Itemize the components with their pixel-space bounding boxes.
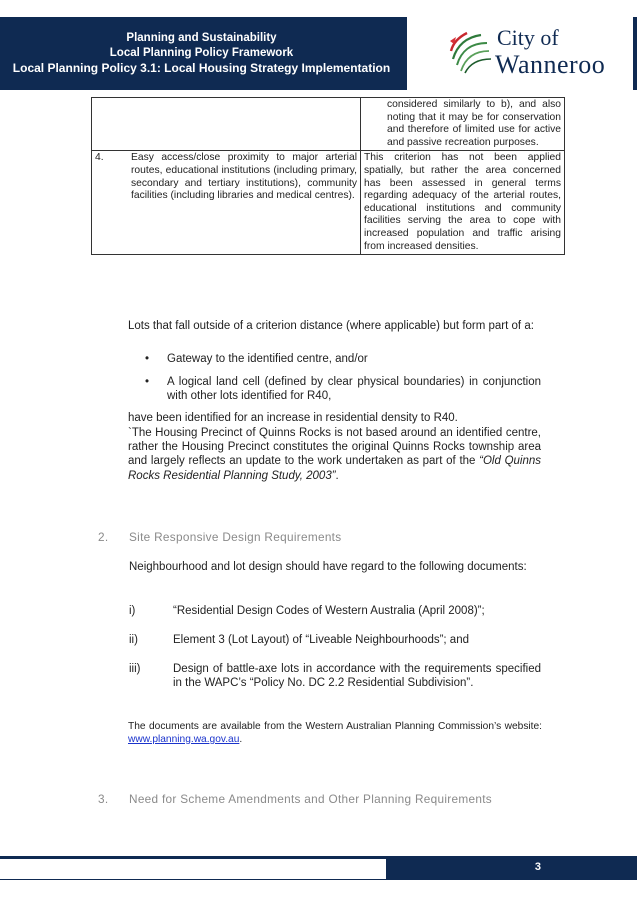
header-line-policy: Local Planning Policy 3.1: Local Housing Strategy Implementation [12,61,391,75]
quinns-study-title: “Old Quinns Rocks Residential Planning Study, 2003” [128,455,542,482]
documents-list [129,604,541,618]
logo-name-text: Wanneroo [495,50,606,79]
note-text: The documents are available from the Western Australian Planning Commission’s website: [128,721,542,732]
list-item [129,633,541,647]
table-row [92,151,565,255]
note-end: . [239,733,243,745]
header-title [0,17,403,90]
table-cell-number [92,98,129,151]
section2-intro: Neighbourhood and lot design should have regard to the following documents: [129,561,527,573]
list-item-text: Design of battle-axe lots in accordance with the requirements specified in the WAPC’s “Policy No. DC 2.2 Residential Subdivision”. [173,663,541,690]
documents-availability-note [128,721,542,747]
bullet-list [145,352,541,413]
section-title: Need for Scheme Amendments and Other Planning Requirements [129,792,492,806]
header-line-framework: Local Planning Policy Framework [109,47,294,59]
quinns-text: `The Housing Precinct of Quinns Rocks is not based around an identified centre, rather the Housing Precinct constitutes the original Quinns Rocks township area and largely reflects an update to the work undertaken as part of the [128,427,541,468]
page-number: 3 [534,861,541,873]
section-number: 2. [98,530,109,544]
lots-outro-paragraph: have been identified for an increase in residential density to R40. [128,412,458,424]
table-cell-number: 4. [92,151,129,255]
table-cell-criterion [128,98,361,151]
list-item [129,604,541,618]
logo-city-text: City of [497,25,559,50]
table-cell-note: considered similarly to b), and also noting that it may be for conservation and therefore of limited use for active and passive recreation purposes. [361,98,565,151]
table-cell-note: This criterion has not been applied spatially, but rather the area concerned has been assessed in general terms regarding adequacy of the arterial routes, educational institutions and community facilities serving the area to cope with increased population and traffic arising from increased densities. [361,151,565,255]
criteria-table [91,97,565,255]
list-item: • Gateway to the identified centre, and/or [145,352,541,366]
section-heading-3 [98,792,492,806]
header-line-department: Planning and Sustainability [126,32,277,44]
list-item [129,662,541,690]
footer-band [0,858,386,879]
planning-website-link[interactable]: www.planning.wa.gov.au [128,733,240,745]
page-footer [0,856,637,880]
table-cell-criterion: Easy access/close proximity to major arterial routes, educational institutions (including primary, secondary and tertiary institutions), community facilities (including libraries and medical centres). [128,151,361,255]
section-title: Site Responsive Design Requirements [129,530,342,544]
list-item-text: “Residential Design Codes of Western Australia (April 2008)”; [173,605,485,617]
table-row [92,98,565,151]
quinns-rocks-paragraph [128,426,541,483]
lots-intro-paragraph: Lots that fall outside of a criterion distance (where applicable) but form part of a: [128,320,534,332]
list-marker: ii) [129,634,138,646]
section-number: 3. [98,792,109,806]
quinns-end: . [335,469,339,482]
page-header [0,17,637,90]
kangaroo-paw-icon [447,29,493,77]
list-item: • A logical land cell (defined by clear physical boundaries) in conjunction with other lots identified for R40, [145,375,541,403]
list-item-text: Element 3 (Lot Layout) of “Liveable Neighbourhoods”; and [173,634,469,646]
list-marker: i) [129,605,136,617]
list-marker: iii) [129,663,141,675]
documents-list [129,633,541,647]
section-heading-2 [98,530,341,544]
documents-list [129,662,541,690]
city-logo [407,17,633,90]
